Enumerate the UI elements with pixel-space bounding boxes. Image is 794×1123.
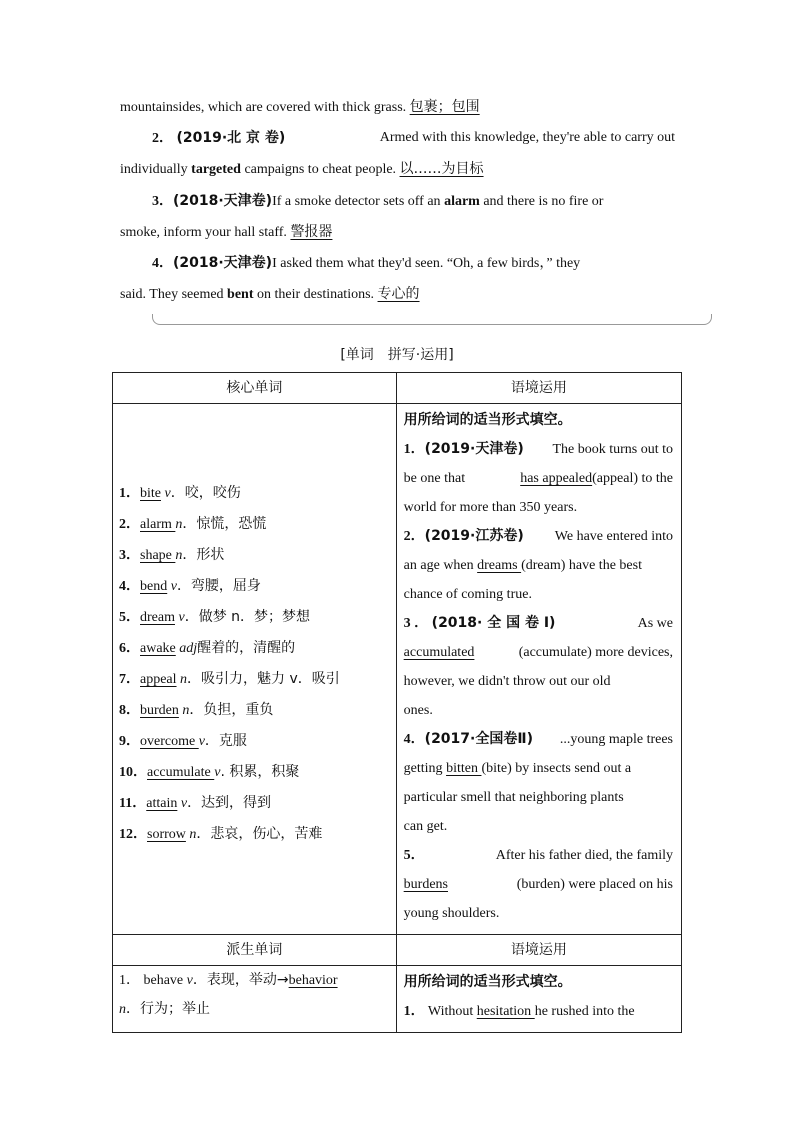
source-tag: (2017·全国卷Ⅱ) xyxy=(424,731,533,747)
part-of-speech: v xyxy=(178,610,185,625)
item-number: 8． xyxy=(119,703,140,718)
item-text: Armed with this knowledge, they're able to carry out xyxy=(379,130,675,145)
exercise-1-line-3: world for more than 350 years. xyxy=(403,500,578,515)
meaning: ．做梦 n．梦；梦想 xyxy=(184,609,311,625)
item-number: 11． xyxy=(119,796,147,811)
item-number: 2． xyxy=(403,529,425,544)
exercise-3-line-4: ones. xyxy=(403,703,433,718)
answer: 包裹；包围 xyxy=(409,99,480,115)
item-text: individually xyxy=(120,162,192,177)
item-text: campaigns to cheat people. xyxy=(240,162,400,177)
meaning: ．形状 xyxy=(182,547,225,563)
word: behave xyxy=(143,973,184,988)
item-4-line-1 xyxy=(152,253,675,274)
item-text: As we xyxy=(637,616,673,631)
part-of-speech: adj xyxy=(179,641,198,656)
core-word-item xyxy=(119,540,396,571)
item-text: (burden) were placed on his xyxy=(516,877,673,892)
core-word-item xyxy=(119,633,396,664)
exercise-4-line-3: particular smell that neighboring plants xyxy=(403,790,624,805)
instruction: 用所给词的适当形式填空。 xyxy=(403,974,572,990)
item-text: We have entered into xyxy=(554,529,673,544)
exercise-2-line-3: chance of coming true. xyxy=(403,587,532,602)
item-text: getting xyxy=(403,761,447,776)
exercise-2-line-2 xyxy=(404,551,673,580)
item-text: (appeal) to the xyxy=(592,471,673,486)
item-text: (bite) by insects send out a xyxy=(481,761,632,776)
answer: bitten xyxy=(446,761,482,776)
item-text: said. They seemed xyxy=(120,287,228,302)
context-cell-2 xyxy=(396,966,681,1033)
item-number: 3 ． xyxy=(403,616,429,631)
part-of-speech: n xyxy=(182,703,190,718)
item-number: 7． xyxy=(119,672,140,687)
item-text: smoke, inform your hall staff. xyxy=(120,225,291,240)
core-words-cell xyxy=(113,404,397,935)
answer: dreams xyxy=(477,558,522,573)
item-text: on their destinations. xyxy=(253,287,378,302)
exercise-4-line-4: can get. xyxy=(403,819,448,834)
item-text: and there is no fire or xyxy=(479,194,604,209)
item-3-line-1 xyxy=(152,191,675,212)
exercise-3-line-2 xyxy=(404,638,673,667)
item-text: After his father died, the family xyxy=(495,848,673,863)
core-word-item xyxy=(119,478,396,509)
part-of-speech: v xyxy=(186,973,193,988)
keyword: targeted xyxy=(191,162,241,177)
item-number: 9． xyxy=(119,734,140,749)
context-cell xyxy=(396,404,681,935)
answer: hesitation xyxy=(476,1004,535,1019)
exercise-5 xyxy=(404,841,673,870)
item-number: 1． xyxy=(403,1004,425,1019)
exercise-2-1 xyxy=(404,997,673,1026)
meaning: ．咬，咬伤 xyxy=(170,485,241,501)
exercise-3 xyxy=(404,609,673,638)
answer: burdens xyxy=(403,877,448,892)
source-tag: (2018·天津卷) xyxy=(173,255,273,271)
section-divider xyxy=(152,314,712,325)
word: dream xyxy=(140,610,175,625)
answer: 以……为目标 xyxy=(399,161,484,177)
part-of-speech: v xyxy=(214,765,221,780)
word: sorrow xyxy=(147,827,186,842)
item-text: The book turns out to xyxy=(552,442,673,457)
core-word-item xyxy=(119,602,396,633)
item-text: be one that xyxy=(403,471,466,486)
exercise-5-line-3: young shoulders. xyxy=(403,906,500,921)
part-of-speech: v xyxy=(170,579,177,594)
item-number: 3． xyxy=(152,194,173,209)
core-word-item xyxy=(119,695,396,726)
word: accumulate xyxy=(147,765,215,780)
word: appeal xyxy=(140,672,177,687)
source-tag: (2019·江苏卷) xyxy=(424,528,524,544)
item-3-line-2 xyxy=(120,222,675,243)
core-word-item xyxy=(119,726,396,757)
item-text: an age when xyxy=(403,558,478,573)
part-of-speech: n xyxy=(119,1002,126,1017)
item-text: I asked them what they'd seen. “Oh, a few birds，” they xyxy=(272,256,581,271)
item-number: 12． xyxy=(119,827,147,842)
item-number: 3． xyxy=(119,548,140,563)
exercise-1 xyxy=(404,435,673,464)
word: overcome xyxy=(140,734,199,749)
item-text: ...young maple trees xyxy=(559,732,673,747)
source-tag: (2019·天津卷) xyxy=(424,441,524,457)
word: shape xyxy=(140,548,176,563)
intro-text: mountainsides, which are covered with thick grass. xyxy=(120,100,410,115)
item-number: 4． xyxy=(152,256,173,271)
intro-line-1 xyxy=(120,97,675,118)
word: bend xyxy=(140,579,168,594)
core-word-item xyxy=(119,819,396,850)
header-core-words: 核心单词 xyxy=(113,373,397,404)
meaning: ．弯腰，屈身 xyxy=(176,578,261,594)
keyword: alarm xyxy=(444,194,480,209)
context-exercises-2 xyxy=(397,966,681,1032)
item-number: 6． xyxy=(119,641,140,656)
meaning: 醒着的，清醒的 xyxy=(197,640,296,656)
part-of-speech: v xyxy=(198,734,205,749)
part-of-speech: v xyxy=(180,796,188,811)
part-of-speech: n xyxy=(175,548,183,563)
exercise-4 xyxy=(404,725,673,754)
meaning: ．负担，重负 xyxy=(189,702,274,718)
exercise-4-line-2 xyxy=(404,754,673,783)
exercise-5-line-2 xyxy=(404,870,673,899)
core-word-item xyxy=(119,509,396,540)
item-number: 1． xyxy=(403,442,425,457)
header-context-use: 语境运用 xyxy=(396,373,681,404)
context-exercises xyxy=(397,404,681,934)
meaning: ．吸引力，魅力 v．吸引 xyxy=(187,671,340,687)
part-of-speech: v xyxy=(164,486,171,501)
vocabulary-table xyxy=(112,372,682,1033)
source-tag: (2019·北 京 卷) xyxy=(176,130,286,146)
keyword: bent xyxy=(227,287,254,302)
item-2-line-1 xyxy=(152,128,675,149)
header-derived-words: 派生单词 xyxy=(113,935,397,966)
item-number: 5． xyxy=(119,610,140,625)
exercise-2 xyxy=(404,522,673,551)
item-2-line-2 xyxy=(120,159,675,180)
item-number: 4． xyxy=(119,579,140,594)
exercise-1-line-2 xyxy=(404,464,673,493)
item-text: (accumulate) more devices, xyxy=(518,645,673,660)
item-number: 1． xyxy=(119,973,140,988)
core-word-list xyxy=(113,404,396,850)
meaning: ．惊慌，恐慌 xyxy=(182,516,267,532)
core-word-item xyxy=(119,788,396,819)
core-word-item xyxy=(119,664,396,695)
header-context-use-2: 语境运用 xyxy=(396,935,681,966)
source-tag: (2018· 全 国 卷 Ⅰ) xyxy=(431,615,556,631)
item-number: 5． xyxy=(403,848,425,863)
instruction: 用所给词的适当形式填空。 xyxy=(403,412,572,428)
derived-line-1 xyxy=(119,966,390,995)
section-title: [单词 拼写·运用] xyxy=(340,347,454,363)
exercise-3-line-3: however, we didn't throw out our old xyxy=(403,674,611,689)
item-2-head xyxy=(152,128,285,149)
word: alarm xyxy=(140,517,176,532)
answer: 警报器 xyxy=(290,224,333,240)
item-4-line-2 xyxy=(120,284,675,305)
answer: accumulated xyxy=(403,645,475,660)
item-number: 4． xyxy=(403,732,425,747)
item-number: 10． xyxy=(119,765,147,780)
meaning: ．悲哀，伤心，苦难 xyxy=(196,826,323,842)
item-text: If a smoke detector sets off an xyxy=(272,194,445,209)
meaning: . 积累，积聚 xyxy=(220,764,300,780)
core-word-item xyxy=(119,757,396,788)
part-of-speech: n xyxy=(189,827,197,842)
meaning: ．行为；举止 xyxy=(126,1001,210,1017)
item-text: (dream) have the best xyxy=(521,558,642,573)
item-text: Without xyxy=(427,1004,477,1019)
item-number: 2． xyxy=(119,517,140,532)
word: awake xyxy=(140,641,176,656)
derived-words-cell xyxy=(113,966,397,1033)
meaning: ．表现，举动→ xyxy=(192,972,289,988)
item-number: 1． xyxy=(119,486,140,501)
word: bite xyxy=(140,486,161,501)
item-text: he rushed into the xyxy=(534,1004,635,1019)
answer: has appealed xyxy=(520,471,593,486)
source-tag: (2018·天津卷) xyxy=(173,193,273,209)
item-number: 2． xyxy=(152,131,173,146)
derived-word-1 xyxy=(113,966,396,1024)
core-word-item xyxy=(119,571,396,602)
answer: 专心的 xyxy=(377,286,420,302)
answer: behavior xyxy=(288,973,338,988)
derived-line-2 xyxy=(119,995,390,1024)
meaning: ．达到，得到 xyxy=(187,795,272,811)
meaning: ．克服 xyxy=(204,733,247,749)
word: burden xyxy=(140,703,179,718)
part-of-speech: n xyxy=(180,672,188,687)
word: attain xyxy=(146,796,178,811)
part-of-speech: n xyxy=(175,517,183,532)
